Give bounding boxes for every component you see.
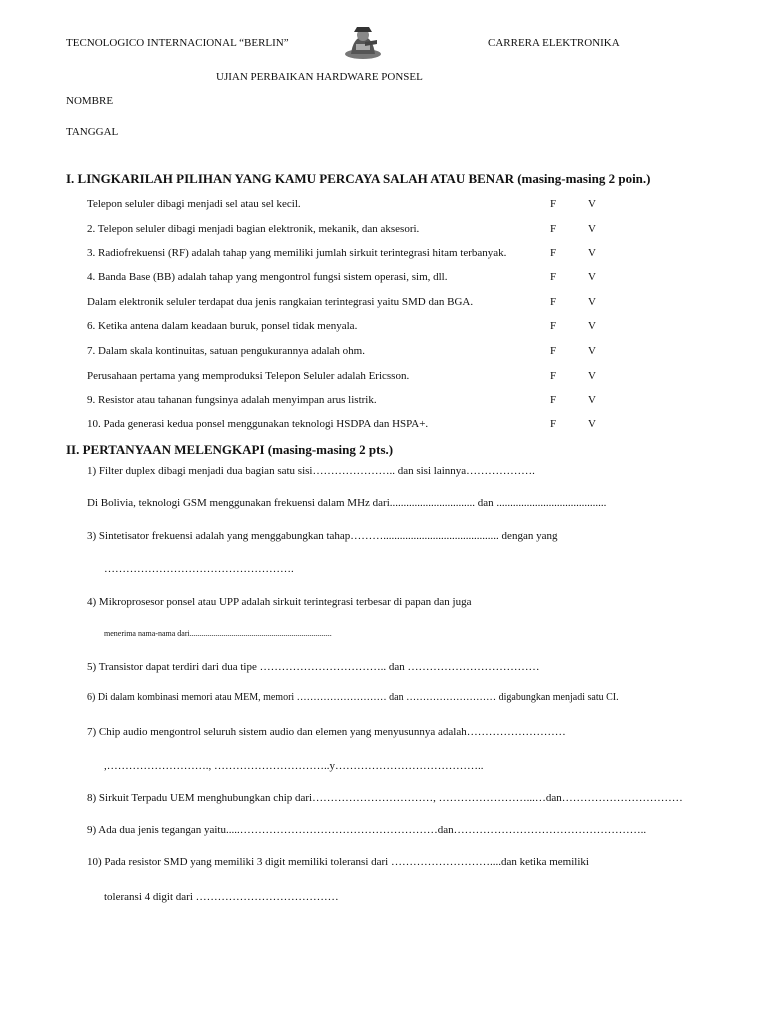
tf-item-text: Dalam elektronik seluler terdapat dua jenis rangkaian terintegrasi yaitu SMD dan BGA. xyxy=(87,296,474,308)
question-3: 3) Sintetisator frekuensi adalah yang menggabungkan tahap……….......................................... dengan yang xyxy=(87,530,558,542)
tf-option-true[interactable]: V xyxy=(588,345,596,357)
tf-option-true[interactable]: V xyxy=(588,418,596,430)
tf-option-false[interactable]: F xyxy=(550,247,557,259)
question-6: 6) Di dalam kombinasi memori atau MEM, memori ……………………… dan ……………………… digabungkan menjadi satu CI. xyxy=(87,692,619,703)
tf-option-false[interactable]: F xyxy=(550,345,557,357)
section1-heading: I. LINGKARILAH PILIHAN YANG KAMU PERCAYA SALAH ATAU BENAR (masing-masing 2 poin.) xyxy=(66,171,651,186)
tf-option-true[interactable]: V xyxy=(588,247,596,259)
tf-item-text: Perusahaan pertama yang memproduksi Telepon Seluler adalah Ericsson. xyxy=(87,370,410,382)
tf-option-true[interactable]: V xyxy=(588,394,596,406)
question-4: 4) Mikroprosesor ponsel atau UPP adalah sirkuit terintegrasi terbesar di papan dan juga xyxy=(87,596,472,608)
question-5: 5) Transistor dapat terdiri dari dua tipe …………………………….. dan ……………………………… xyxy=(87,661,540,673)
tf-option-false[interactable]: F xyxy=(550,198,557,210)
question-10-continuation: toleransi 4 digit dari ………………………………… xyxy=(104,891,339,903)
school-logo-icon xyxy=(343,24,383,60)
question-4-continuation: menerima nama-nama dari....................................................................... xyxy=(104,629,332,638)
tf-option-true[interactable]: V xyxy=(588,223,596,235)
tf-item-text: 9. Resistor atau tahanan fungsinya adalah menyimpan arus listrik. xyxy=(87,394,377,406)
tf-option-true[interactable]: V xyxy=(588,320,596,332)
tf-option-true[interactable]: V xyxy=(588,296,596,308)
tf-option-false[interactable]: F xyxy=(550,370,557,382)
tf-item-text: 3. Radiofrekuensi (RF) adalah tahap yang memiliki jumlah sirkuit terintegrasi hitam terbanyak. xyxy=(87,247,507,259)
tf-option-false[interactable]: F xyxy=(550,296,557,308)
tf-option-true[interactable]: V xyxy=(588,198,596,210)
question-1: 1) Filter duplex dibagi menjadi dua bagian satu sisi………………….. dan sisi lainnya………………. xyxy=(87,465,535,477)
date-label: TANGGAL xyxy=(66,126,119,138)
tf-option-false[interactable]: F xyxy=(550,223,557,235)
tf-option-false[interactable]: F xyxy=(550,271,557,283)
tf-option-false[interactable]: F xyxy=(550,320,557,332)
tf-item-text: 7. Dalam skala kontinuitas, satuan pengukurannya adalah ohm. xyxy=(87,345,365,357)
tf-option-false[interactable]: F xyxy=(550,418,557,430)
tf-item-text: Telepon seluler dibagi menjadi sel atau sel kecil. xyxy=(87,198,301,210)
tf-item-text: 4. Banda Base (BB) adalah tahap yang mengontrol fungsi sistem operasi, sim, dll. xyxy=(87,271,448,283)
question-3-continuation: ……………………………………………. xyxy=(104,563,294,575)
question-8: 8) Sirkuit Terpadu UEM menghubungkan chip dari……………………………, ……………………...…dan…………………………… xyxy=(87,792,683,804)
tf-option-false[interactable]: F xyxy=(550,394,557,406)
question-7: 7) Chip audio mengontrol seluruh sistem audio dan elemen yang menyusunnya adalah……………………… xyxy=(87,726,566,738)
exam-title: UJIAN PERBAIKAN HARDWARE PONSEL xyxy=(216,71,423,83)
tf-option-true[interactable]: V xyxy=(588,271,596,283)
institution-name: TECNOLOGICO INTERNACIONAL “BERLIN” xyxy=(66,37,289,49)
name-label: NOMBRE xyxy=(66,95,114,107)
career-name: CARRERA ELEKTRONIKA xyxy=(488,37,620,49)
section2-heading: II. PERTANYAAN MELENGKAPI (masing-masing 2 pts.) xyxy=(66,442,394,457)
tf-option-true[interactable]: V xyxy=(588,370,596,382)
question-9: 9) Ada dua jenis tegangan yaitu.....………………………………………………dan…………………………………………….. xyxy=(87,824,647,836)
tf-item-text: 10. Pada generasi kedua ponsel menggunakan teknologi HSDPA dan HSPA+. xyxy=(87,418,429,430)
tf-item-text: 6. Ketika antena dalam keadaan buruk, ponsel tidak menyala. xyxy=(87,320,358,332)
question-2: Di Bolivia, teknologi GSM menggunakan frekuensi dalam MHz dari............................... dan ........................................ xyxy=(87,497,607,509)
question-7-continuation: ,………………………., …………………………..y………………………………….. xyxy=(104,760,484,772)
question-10: 10) Pada resistor SMD yang memiliki 3 digit memiliki toleransi dari ………………………....dan ketika memiliki xyxy=(87,856,589,868)
tf-item-text: 2. Telepon seluler dibagi menjadi bagian elektronik, mekanik, dan aksesori. xyxy=(87,223,420,235)
